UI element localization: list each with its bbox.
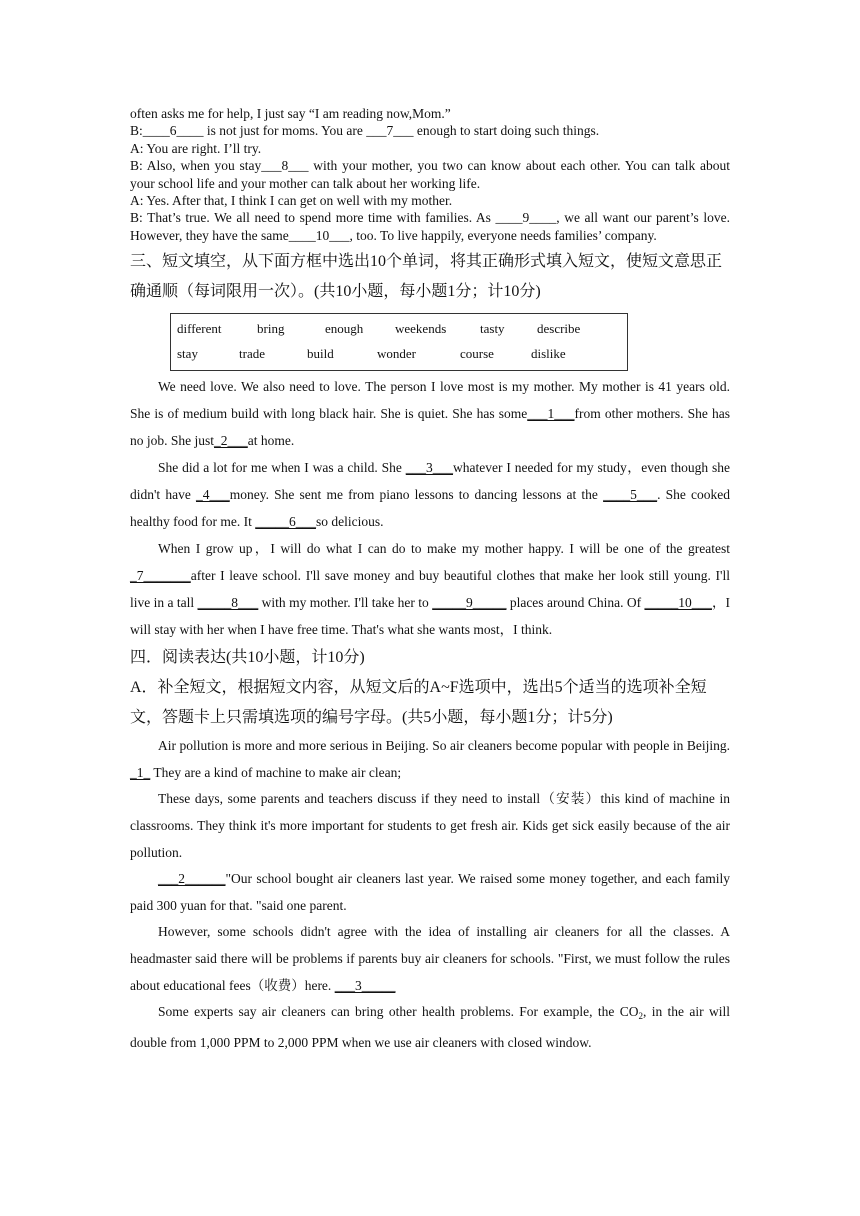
passage-paragraph xyxy=(130,733,730,786)
passage-text: "Our school bought air cleaners last year. We raised some money together, and each family paid 300 yuan for that. "said one parent. xyxy=(130,871,730,913)
passage-text: money. She sent me from piano lessons to dancing lessons at the xyxy=(229,487,598,503)
document-page xyxy=(130,0,730,1056)
passage-paragraph xyxy=(130,999,730,1056)
part-a-heading: A．补全短文，根据短文内容，从短文后的A~F选项中，选出5个适当的选项补全短文，答题卡上只需填选项的编号字母。(共5小题，每小题1分；计5分) xyxy=(130,679,707,727)
passage-text: . She cooked healthy food for me. It xyxy=(130,487,731,530)
passage-text: from other mothers. She has no job. She just xyxy=(130,406,731,449)
passage-paragraph xyxy=(130,866,730,919)
passage-paragraph xyxy=(130,919,730,999)
passage-text: When I grow up，I will do what I can do to make my mother happy. I will be one of the greatest xyxy=(158,541,730,557)
blank-9: _____9_____ xyxy=(432,595,507,611)
passage-text: with my mother. I'll take her to xyxy=(258,595,433,611)
word-bank-word: tasty xyxy=(480,321,505,337)
blank-3: ___3___ xyxy=(405,460,453,476)
blank-10: _____10___ xyxy=(644,595,712,611)
word-bank-word: build xyxy=(307,346,334,362)
passage-text: She did a lot for me when I was a child. She xyxy=(158,460,406,476)
dialogue-line: B: That’s true. We all need to spend more time with families. As ____9____, we all want our parent’s love. However, they have the same____10___, too. To live happily, everyone needs families’ company. xyxy=(130,210,730,243)
subscript: 2 xyxy=(638,1011,643,1022)
passage-text: after I leave school. I'll save money and buy beautiful clothes that make her look still young. I'll live in a tall xyxy=(130,568,730,611)
word-bank-word: describe xyxy=(537,321,581,337)
blank-2: _2___ xyxy=(214,433,248,449)
blank-a1: _1_ xyxy=(130,764,151,780)
word-bank-row xyxy=(177,316,627,341)
passage-text: We need love. We also need to love. The person I love most is my mother. My mother is 41 years old. She is of medium build with long black hair. She is quiet. She has some xyxy=(130,379,730,422)
passage-text: places around China. Of xyxy=(506,595,645,611)
passage-text: Some experts say air cleaners can bring other health problems. For example, the CO xyxy=(158,1004,639,1020)
word-bank-word: weekends xyxy=(395,321,447,337)
passage-paragraph xyxy=(130,454,730,535)
dialogue-line: A: You are right. I’ll try. xyxy=(130,140,262,156)
passage-text: so delicious. xyxy=(315,514,384,530)
dialogue-line: B: Also, when you stay___8___ with your mother, you two can know about each other. You can talk about your school life and your mother can talk about her working life. xyxy=(130,158,730,191)
word-bank-word: course xyxy=(460,346,494,362)
section-3-heading: 三、短文填空，从下面方框中选出10个单词，将其正确形式填入短文，使短文意思正确通顺（每词限用一次）。(共10小题，每小题1分；计10分) xyxy=(130,253,723,301)
blank-6: _____6___ xyxy=(255,514,316,530)
word-bank-word: trade xyxy=(239,346,265,362)
dialogue-line: often asks me for help, I just say “I am reading now,Mom.” xyxy=(130,106,451,121)
section-4-heading: 四．阅读表达(共10小题，计10分) xyxy=(130,649,365,667)
passage-text: However, some schools didn't agree with the idea of installing air cleaners for all the classes. A headmaster said there will be problems if parents buy air cleaners for schools. "First, we must follow the rules about educational fees（收费）here. xyxy=(130,924,730,993)
passage-paragraph xyxy=(130,373,730,454)
dialogue-line: A: Yes. After that, I think I can get on well with my mother. xyxy=(130,193,453,209)
passage-text: They are a kind of machine to make air clean; xyxy=(150,764,402,780)
blank-5: ____5___ xyxy=(603,487,658,503)
passage-text: whatever I needed for my study，even though she didn't have xyxy=(130,460,730,503)
blank-1: ___1___ xyxy=(527,406,575,422)
blank-a3: ___3_____ xyxy=(334,977,396,993)
word-bank xyxy=(170,313,628,371)
word-bank-word: wonder xyxy=(377,346,416,362)
word-bank-word: enough xyxy=(325,321,364,337)
blank-7: _7_______ xyxy=(130,568,191,584)
blank-8: _____8___ xyxy=(197,595,259,611)
blank-a2: ___2______ xyxy=(158,871,226,887)
passage-paragraph: These days, some parents and teachers discuss if they need to install（安装）this kind of machine in classrooms. They think it's more important for students to get fresh air. Kids get sick easily because of the air pollution. xyxy=(130,791,730,860)
blank-4: _4___ xyxy=(195,487,230,503)
passage-text: ，I will stay with her when I have free time. That's what she wants most，I think. xyxy=(130,595,730,638)
passage-text: , in the air will double from 1,000 PPM to 2,000 PPM when we use air cleaners with closed window. xyxy=(130,1004,730,1050)
word-bank-word: dislike xyxy=(531,346,566,362)
word-bank-word: different xyxy=(177,321,222,337)
passage-paragraph xyxy=(130,535,730,643)
word-bank-word: bring xyxy=(257,321,285,337)
word-bank-word: stay xyxy=(177,346,198,362)
passage-text: at home. xyxy=(247,433,295,449)
passage-text: Air pollution is more and more serious in Beijing. So air cleaners become popular with people in Beijing. xyxy=(158,738,730,754)
word-bank-row xyxy=(177,341,627,366)
dialogue-line: B:____6____ is not just for moms. You are ___7___ enough to start doing such things. xyxy=(130,123,600,139)
